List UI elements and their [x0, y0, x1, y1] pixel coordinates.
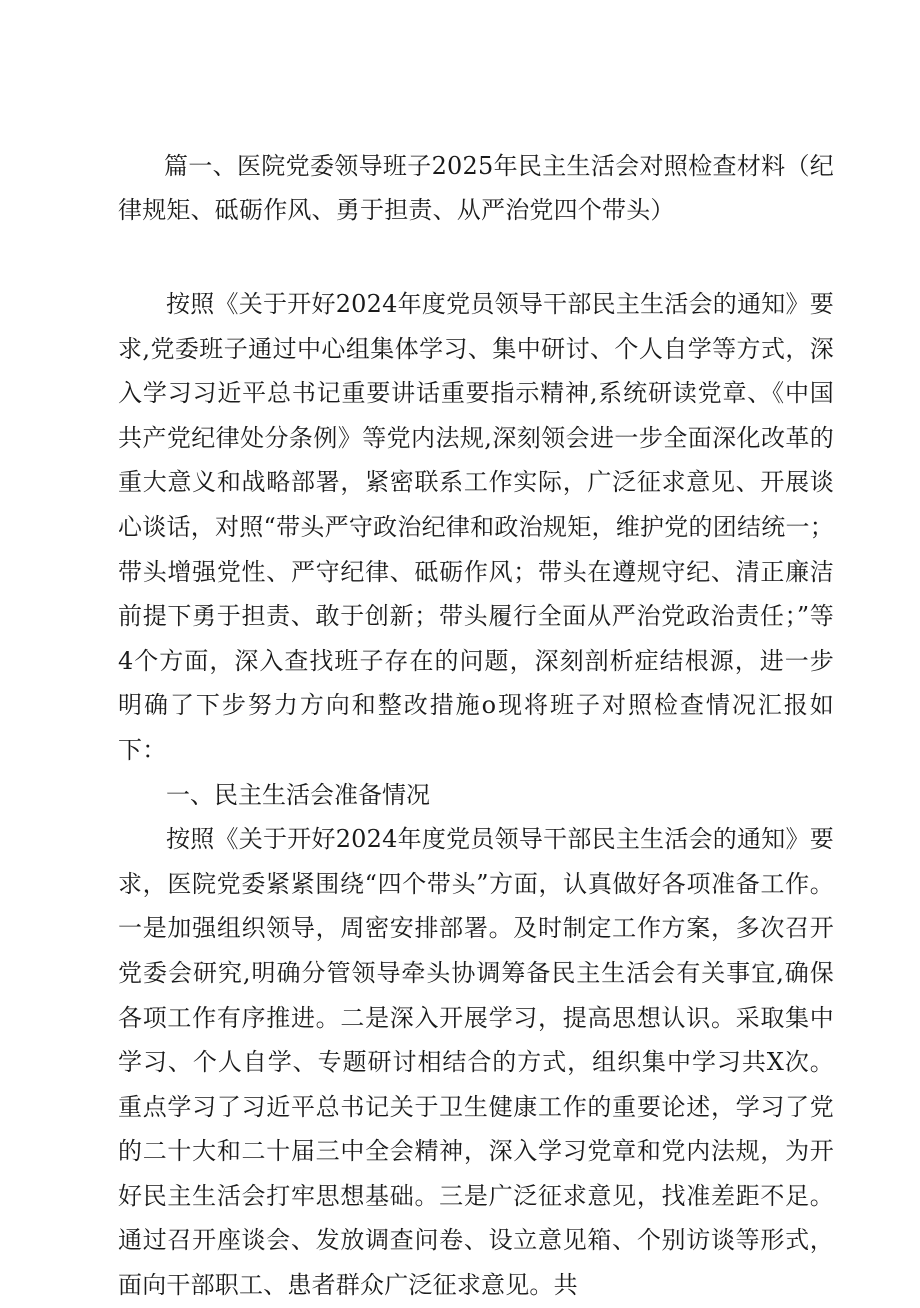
- document-body: [118, 282, 834, 1308]
- document-title: 篇一、医院党委领导班子2025年民主生活会对照检查材料（纪律规矩、砥砺作风、勇于担责、从严治党四个带头）: [118, 152, 834, 224]
- section-heading: 一、民主生活会准备情况: [166, 780, 430, 809]
- intro-paragraph: 按照《关于开好2024年度党员领导干部民主生活会的通知》要求,党委班子通过中心组集体学习、集中研讨、个人自学等方式，深入学习习近平总书记重要讲话重要指示精神,系统研读党章、《中国共产党纪律处分条例》等党内法规,深刻领会进一步全面深化改革的重大意义和战略部署，紧密联系工作实际，广泛征求意见、开展谈心谈话，对照“带头严守政治纪律和政治规矩，维护党的团结统一；带头增强党性、严守纪律、砥砺作风；带头在遵规守纪、清正廉洁前提下勇于担责、敢于创新；带头履行全面从严治党政治责任；”等4个方面，深入查找班子存在的问题，深刻剖析症结根源，进一步明确了下步努力方向和整改措施o现将班子对照检查情况汇报如下：: [118, 290, 834, 764]
- section-paragraph: 按照《关于开好2024年度党员领导干部民主生活会的通知》要求，医院党委紧紧围绕“四个带头”方面，认真做好各项准备工作。一是加强组织领导，周密安排部署。及时制定工作方案，多次召开党委会研究,明确分管领导牵头协调筹备民主生活会有关事宜,确保各项工作有序推进。二是深入开展学习，提高思想认识。采取集中学习、个人自学、专题研讨相结合的方式，组织集中学习共X次。重点学习了习近平总书记关于卫生健康工作的重要论述，学习了党的二十大和二十届三中全会精神，深入学习党章和党内法规，为开好民主生活会打牢思想基础。三是广泛征求意见，找准差距不足。通过召开座谈会、发放调查问卷、设立意见箱、个别访谈等形式，面向干部职工、患者群众广泛征求意见。共: [118, 825, 834, 1300]
